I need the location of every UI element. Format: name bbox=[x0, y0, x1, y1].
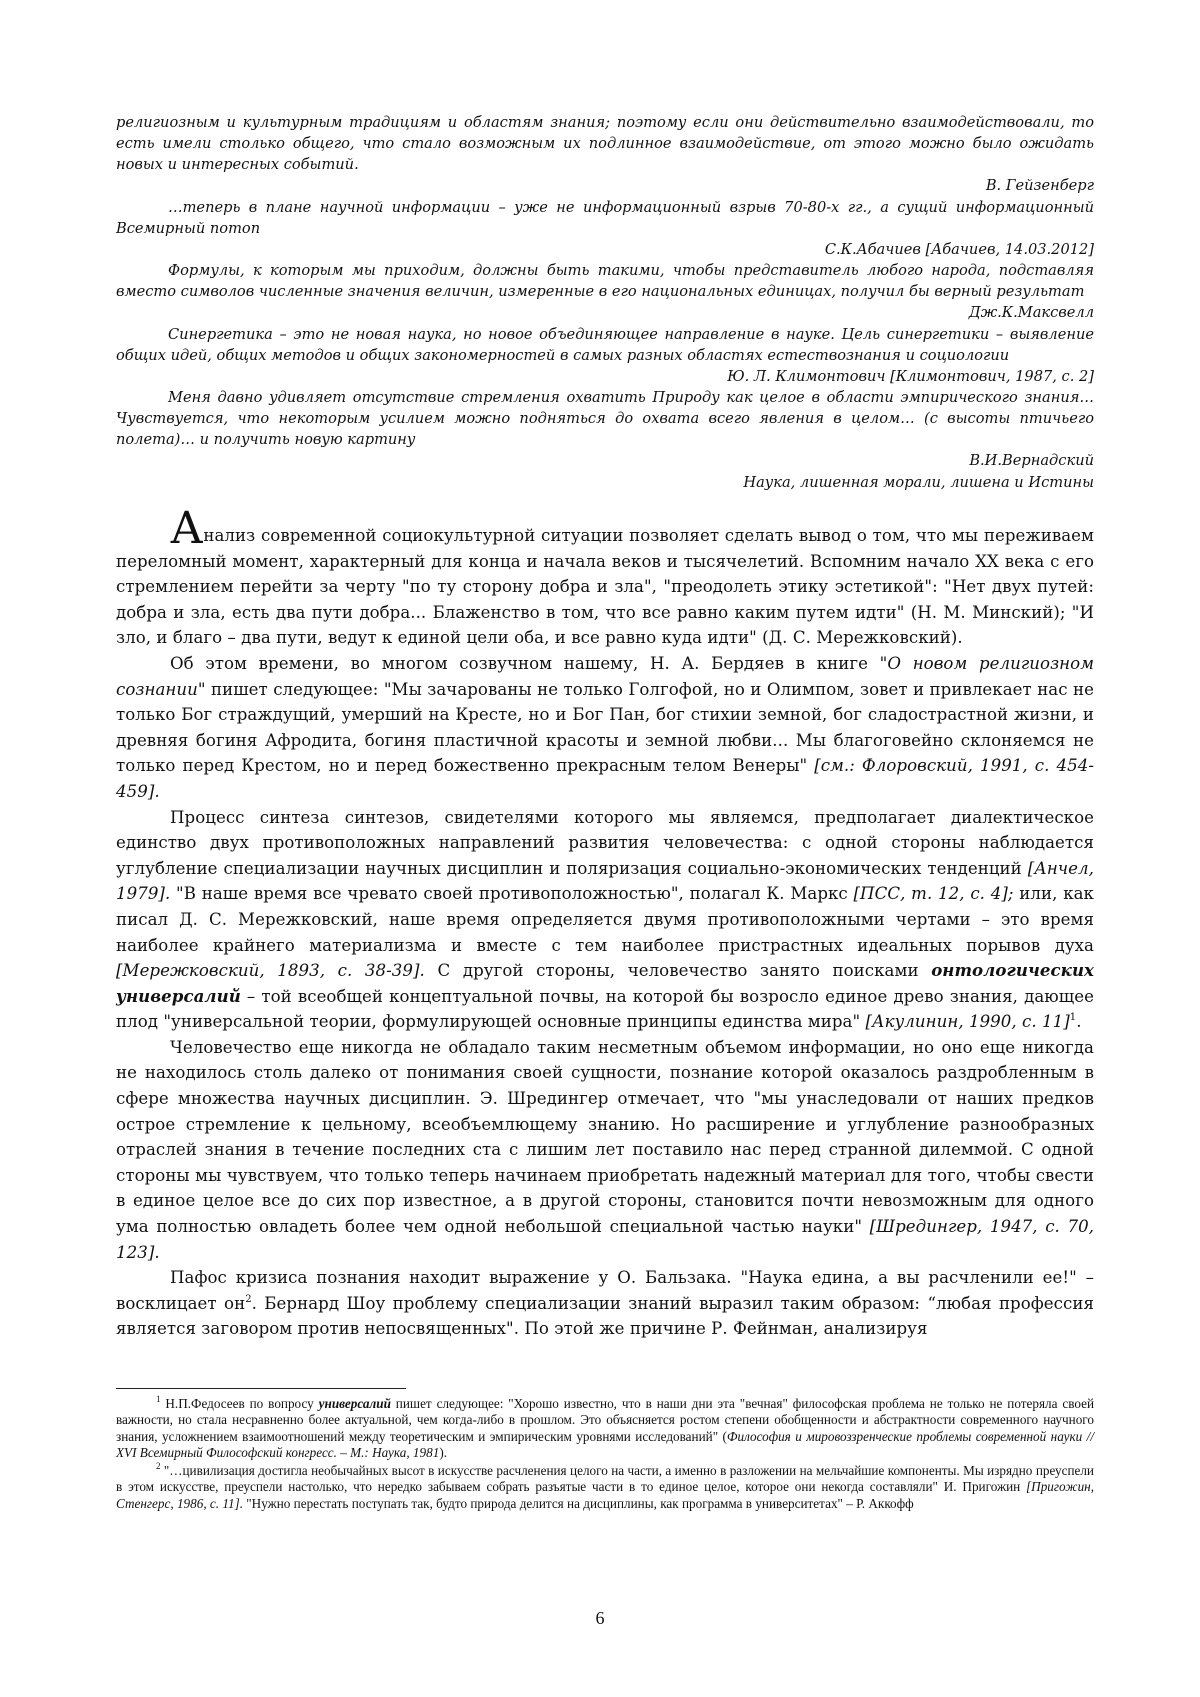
epigraph-text: …теперь в плане научной информации – уже не информационный взрыв 70-80-х гг., а сущий информационный Всемирный потоп bbox=[116, 198, 1094, 237]
paragraph-4 bbox=[116, 1035, 1094, 1265]
paragraph-1 bbox=[116, 503, 1094, 651]
footnote-text: "…цивилизация достигла необычайных высот в искусстве расчленения целого на части, а именно в разложении на мельчайшие компоненты. Мы изрядно преуспели в этом искусстве, преуспели настолько, что нередко забываем собрать разъятые части в то единое целое, которое они некогда составляли" И. Пригожин bbox=[116, 1463, 1094, 1495]
paragraph-3 bbox=[116, 805, 1094, 1035]
epigraphs bbox=[116, 112, 1094, 493]
footnotes bbox=[116, 1396, 1094, 1512]
paragraph-text: или, как писал Д. С. Мережковский, наше время определяется двумя противоположными чертами – это время наиболее крайнего материализма и вместе с тем наиболее пристрастных идеальных порывов духа bbox=[116, 884, 1094, 955]
paragraph-text: . bbox=[1076, 1012, 1082, 1032]
paragraph-2 bbox=[116, 651, 1094, 805]
motto: Наука, лишенная морали, лишена и Истины bbox=[743, 473, 1094, 491]
paragraph-5 bbox=[116, 1265, 1094, 1342]
paragraph-text: "В наше время все чревато своей противоположностью", полагал К. Маркс bbox=[170, 884, 854, 904]
epigraph-author: Ю. Л. Климонтович [Климонтович, 1987, с. 2] bbox=[727, 367, 1094, 385]
footnote-text: ). bbox=[439, 1444, 448, 1460]
epigraph-author: Дж.К.Максвелл bbox=[968, 304, 1094, 321]
main-text bbox=[116, 503, 1095, 1342]
emphasis: универсалий bbox=[318, 1396, 391, 1411]
footnote-divider bbox=[116, 1388, 406, 1389]
footnote-ref[interactable]: 1 bbox=[1069, 1012, 1077, 1024]
paragraph-text: Человечество еще никогда не обладало таким несметным объемом информации, но оно еще никогда не находилось столь далеко от понимания своей сущности, познание которой оказалось раздробленным в сфере множества научных дисциплин. Э. Шредингер отмечает, что "мы унаследовали от наших предков острое стремление к цельному, всеобъемлющему знанию. Но расширение и углубление разнообразных отраслей знания в течение последних ста с лишим лет поставило нас перед странной дилеммой. С одной стороны мы чувствуем, что только теперь начинаем приобретать надежный материал для того, чтобы свести в единое целое все до сих пор известное, а в другой стороны, становится почти невозможным для одного ума полностью овладеть более чем одной небольшой специальной частью науки" bbox=[116, 1037, 1094, 1237]
epigraph-author: С.К.Абачиев [Абачиев, 14.03.2012] bbox=[824, 240, 1094, 258]
citation: Философия и мировоззренческие проблемы современной науки // XVI Всемирный Философский конгресс. – М.: Наука, 1981 bbox=[116, 1428, 1094, 1460]
epigraph-author: В. Гейзенберг bbox=[985, 177, 1094, 194]
footnote-1 bbox=[116, 1396, 1094, 1461]
citation: [см.: Флоровский, 1991, с. 454-459]. bbox=[116, 756, 1094, 801]
paragraph-text: Пафос кризиса познания находит выражение у О. Бальзака. "Наука едина, а вы расчленили ее!" – восклицает он bbox=[116, 1268, 1094, 1313]
footnote-2 bbox=[116, 1463, 1094, 1512]
paragraph-text: . Бернард Шоу проблему специализации знаний выразил таким образом: “любая профессия является заговором против непосвященных". По этой же причине Р. Фейнман, анализируя bbox=[116, 1293, 1094, 1339]
epigraph-text: Синергетика – это не новая наука, но новое объединяющее направление в науке. Цель синергетики – выявление общих идей, общих методов и общих закономерностей в самых разных областях естествознания и социологии bbox=[116, 325, 1094, 364]
footnote-number: 2 bbox=[156, 1461, 161, 1472]
footnote-ref[interactable]: 2 bbox=[245, 1293, 252, 1305]
epigraph-text: Формулы, к которым мы приходим, должны быть такими, чтобы представитель любого народа, подставляя вместо символов численные значения величин, измеренные в его национальных единицах, получил бы верный результат bbox=[116, 262, 1094, 300]
epigraph-text: Меня давно удивляет отсутствие стремления охватить Природу как целое в области эмпирического знания… Чувствуется, что некоторым усилием можно подняться до охвата всего явления в целом… (с высоты птичьего полета)… и получить новую картину bbox=[116, 389, 1094, 448]
paragraph-text: С другой стороны, человечество занято поисками bbox=[424, 961, 932, 981]
footnote-text: пишет следующее: "Хорошо известно, что в наши дни эта "вечная" философская проблема не только не потеряла своей важности, но стала несравненно более актуальной, чем когда-либо в прошлом. Это объясняется ростом степени обобщенности и абстрактности современного научного знания, усложнением взаимоотношений между теоретическим и эмпирическим уровнями исследований" ( bbox=[116, 1396, 1095, 1444]
citation: [Пригожин, Стенгерс, 1986, с. 11]. bbox=[116, 1479, 1094, 1511]
citation: " [Акулинин, 1990, с. 11] bbox=[852, 1012, 1070, 1032]
paragraph-text: – той всеобщей концептуальной почвы, на которой бы возросло единое древо знания, дающее плод "универсальной теории, формулирующей основные принципы единства мира bbox=[116, 986, 1094, 1032]
footnote-text: "Нужно перестать поступать так, будто природа делится на дисциплины, как программа в университетах" – Р. Аккофф bbox=[243, 1495, 914, 1511]
page-number: 6 bbox=[595, 1608, 605, 1628]
citation: [ПСС, т. 12, с. 4]; bbox=[853, 884, 1014, 904]
paragraph-text: Процесс синтеза синтезов, свидетелями которого мы являемся, предполагает диалектическое единство двух противоположных направлений развития человечества: с одной стороны наблюдается углубление специализации научных дисциплин и поляризация социально-экономических тенденций bbox=[116, 807, 1094, 878]
document-page bbox=[116, 112, 1094, 1342]
paragraph-text: Об этом времени, во многом созвучном нашему, Н. А. Бердяев в книге " bbox=[170, 653, 888, 673]
emphasis: онтологических универсалий bbox=[116, 960, 1095, 1006]
drop-cap: А bbox=[170, 503, 204, 554]
book-title: О новом религиозном сознании bbox=[116, 653, 1094, 699]
citation: [Шредингер, 1947, с. 70, 123]. bbox=[116, 1217, 1095, 1262]
citation: [Мережковский, 1893, с. 38-39]. bbox=[116, 961, 425, 981]
paragraph-text: " пишет следующее: "Мы зачарованы не только Голгофой, но и Олимпом, зовет и привлекает нас не только Бог страждущий, умерший на Кресте, но и Бог Пан, бог стихии земной, бог сладострастной жизни, и древняя богиня Афродита, богиня пластичной красоты и земной любви... Мы благоговейно склоняемся не только перед Крестом, но и перед божественно прекрасным телом Венеры" bbox=[116, 679, 1094, 776]
footnote-number: 1 bbox=[156, 1394, 161, 1404]
epigraph-text: религиозным и культурным традициям и областям знания; поэтому если они действительно взаимодействовали, то есть имели столько общего, что стало возможным их подлинное взаимодействие, от этого можно было ожидать новых и интересных событий. bbox=[116, 114, 1094, 173]
citation: [Анчел, 1979]. bbox=[116, 858, 1094, 904]
paragraph-text: нализ современной социокультурной ситуации позволяет сделать вывод о том, что мы переживаем переломный момент, характерный для конца и начала веков и тысячелетий. Вспомним начало ХХ века с его стремлением перейти за черту "по ту сторону добра и зла", "преодолеть этику эстетикой": "Нет двух путей: добра и зла, есть два пути добра... Блаженство в том, что все равно каким путем идти" (Н. М. Минский); "И зло, и благо – два пути, ведут к единой цели оба, и все равно куда идти" (Д. С. Мережковский). bbox=[116, 526, 1094, 648]
epigraph-author: В.И.Вернадский bbox=[969, 452, 1094, 469]
footnote-text: Н.П.Федосеев по вопросу bbox=[160, 1396, 319, 1411]
